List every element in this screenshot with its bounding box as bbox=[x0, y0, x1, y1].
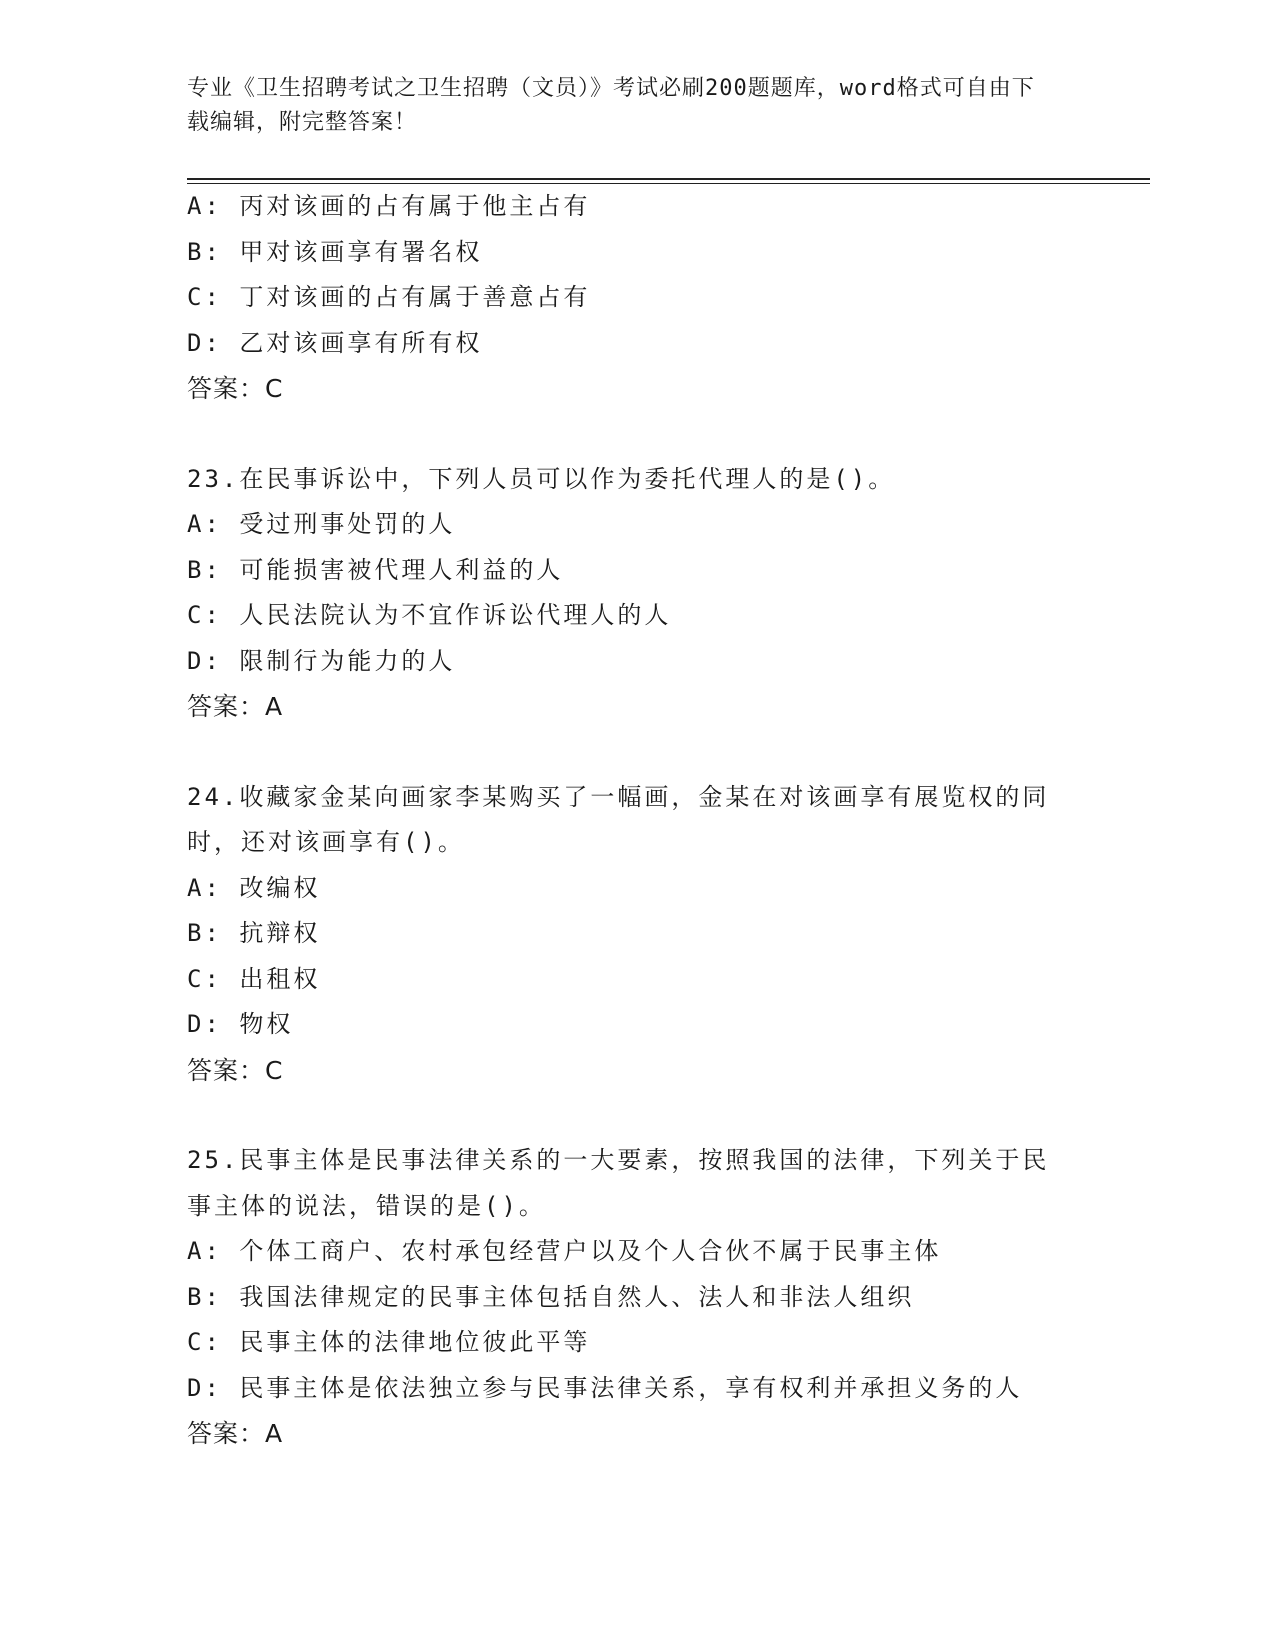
option-d: D: 乙对该画享有所有权 bbox=[187, 328, 483, 357]
question-22-continued bbox=[187, 184, 1147, 412]
option-b: B: 可能损害被代理人利益的人 bbox=[187, 555, 564, 584]
option-d: D: 民事主体是依法独立参与民事法律关系，享有权利并承担义务的人 bbox=[187, 1373, 1023, 1402]
document-header: 专业《卫生招聘考试之卫生招聘（文员）》考试必刷200题题库，word格式可自由下载编辑，附完整答案！ bbox=[187, 76, 1035, 135]
question-text: 23.在民事诉讼中，下列人员可以作为委托代理人的是()。 bbox=[187, 464, 896, 493]
divider-thick bbox=[187, 178, 1150, 180]
option-a: A: 改编权 bbox=[187, 873, 321, 902]
answer-line: 答案：A bbox=[187, 692, 284, 721]
answer-line: 答案：C bbox=[187, 1055, 284, 1085]
option-b: B: 抗辩权 bbox=[187, 919, 321, 947]
option-d: D: 限制行为能力的人 bbox=[187, 646, 456, 675]
option-c: C: 人民法院认为不宜作诉讼代理人的人 bbox=[187, 601, 672, 629]
question-23 bbox=[187, 457, 1147, 730]
answer-line: 答案：C bbox=[187, 374, 284, 403]
question-25 bbox=[187, 1138, 1147, 1457]
option-b: B: 我国法律规定的民事主体包括自然人、法人和非法人组织 bbox=[187, 1282, 915, 1311]
option-c: C: 出租权 bbox=[187, 964, 321, 993]
option-a: A: 受过刑事处罚的人 bbox=[187, 510, 456, 538]
option-c: C: 丁对该画的占有属于善意占有 bbox=[187, 283, 591, 311]
document-page bbox=[187, 72, 1147, 1457]
question-text: 25.民事主体是民事法律关系的一大要素，按照我国的法律，下列关于民事主体的说法，错误的是()。 bbox=[187, 1146, 1050, 1220]
option-c: C: 民事主体的法律地位彼此平等 bbox=[187, 1328, 591, 1356]
option-a: A: 丙对该画的占有属于他主占有 bbox=[187, 192, 591, 220]
question-24 bbox=[187, 775, 1147, 1094]
option-a: A: 个体工商户、农村承包经营户以及个人合伙不属于民事主体 bbox=[187, 1237, 942, 1265]
answer-line: 答案：A bbox=[187, 1419, 284, 1448]
option-b: B: 甲对该画享有署名权 bbox=[187, 237, 483, 266]
question-text: 24.收藏家金某向画家李某购买了一幅画，金某在对该画享有展览权的同时，还对该画享有()。 bbox=[187, 782, 1050, 856]
option-d: D: 物权 bbox=[187, 1010, 294, 1038]
